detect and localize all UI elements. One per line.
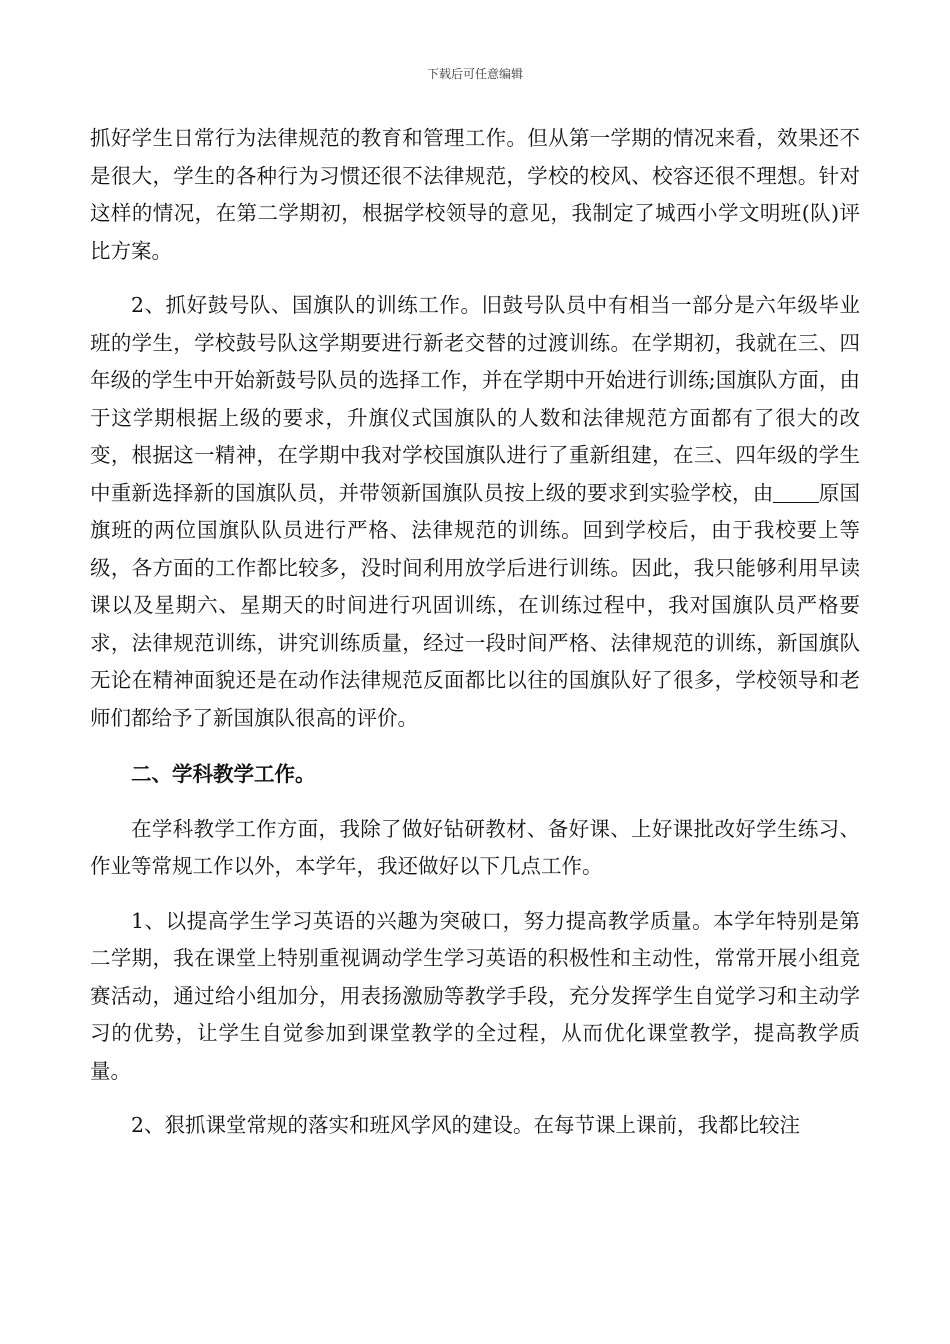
blank-underline: [773, 481, 818, 503]
paragraph-2: [90, 287, 860, 737]
paragraph-1: 抓好学生日常行为法律规范的教育和管理工作。但从第一学期的情况来看，效果还不是很大，学生的各种行为习惯还很不法律规范，学校的校风、校容还很不理想。针对这样的情况，在第二学期初，根据学校领导的意见，我制定了城西小学文明班(队)评比方案。: [90, 126, 860, 263]
page-header: 下载后可任意编辑: [426, 67, 523, 81]
section-heading-2: 二、学科教学工作。: [131, 762, 316, 786]
document-body: [90, 120, 860, 1145]
paragraph-2-part-1: 2、抓好鼓号队、国旗队的训练工作。旧鼓号队员中有相当一部分是六年级毕业班的学生，学校鼓号队这学期要进行新老交替的过渡训练。在学期初，我就在三、四年级的学生中开始新鼓号队员的选择工作，并在学期中开始进行训练;国旗队方面，由于这学期根据上级的要求，升旗仪式国旗队的人数和法律规范方面都有了很大的改变，根据这一精神，在学期中我对学校国旗队进行了重新组建，在三、四年级的学生中重新选择新的国旗队员，并带领新国旗队员按上级的要求到实验学校，由: [90, 293, 860, 505]
paragraph-3: 在学科教学工作方面，我除了做好钻研教材、备好课、上好课批改好学生练习、作业等常规工作以外，本学年，我还做好以下几点工作。: [90, 816, 860, 878]
paragraph-2-part-2: 原国旗班的两位国旗队队员进行严格、法律规范的训练。回到学校后，由于我校要上等级，各方面的工作都比较多，没时间利用放学后进行训练。因此，我只能够利用早读课以及星期六、星期天的时间进行巩固训练，在训练过程中，我对国旗队员严格要求，法律规范训练，讲究训练质量，经过一段时间严格、法律规范的训练，新国旗队无论在精神面貌还是在动作法律规范反面都比以往的国旗队好了很多，学校领导和老师们都给予了新国旗队很高的评价。: [90, 480, 861, 730]
paragraph-4: 1、以提高学生学习英语的兴趣为突破口，努力提高教学质量。本学年特别是第二学期，我在课堂上特别重视调动学生学习英语的积极性和主动性，常常开展小组竞赛活动，通过给小组加分，用表扬激励等教学手段，充分发挥学生自觉学习和主动学习的优势，让学生自觉参加到课堂教学的全过程，从而优化课堂教学，提高教学质量。: [90, 908, 860, 1083]
paragraph-5: 2、狠抓课堂常规的落实和班风学风的建设。在每节课上课前，我都比较注: [131, 1113, 801, 1137]
